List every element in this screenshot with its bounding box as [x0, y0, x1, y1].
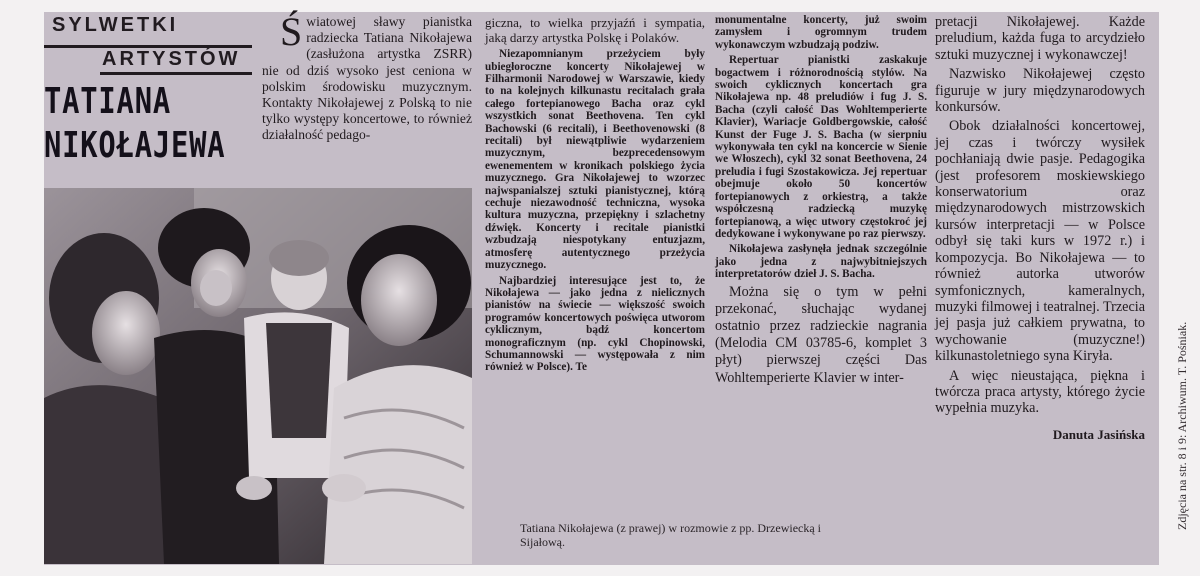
- paragraph: Obok działalności koncertowej, jej czas i twórczy wysiłek pochłaniają dwie pasje. Pedagogika (jest profesorem moskiewskiego konserwatorium oraz międzynarodowych mistrzowskich kursów interpretacji — w Polsce odbył się taki kurs w 1972 r.) i kompozycja. Bo Nikołajewa — to również autorka utworów symfonicznych, kameralnych, muzyki filmowej i teatralnej. Trzecia jej pasja już całkiem prywatna, to wychowanie (muzyczne!) kilkunastoletniego syna Kiryła.: [935, 118, 1145, 365]
- article-title-line1: TATIANA: [44, 81, 171, 122]
- section-label-line1: SYLWETKI: [52, 14, 179, 36]
- article-column-2: [485, 16, 705, 377]
- paragraph: Nikołajewa zasłynęła jednak szczególnie jako jedna z najwybitniejszych interpretatorów dzieł J. S. Bacha.: [715, 243, 927, 281]
- article-column-3: [715, 14, 927, 390]
- column-1-text: wiatowej sławy pianistka radziecka Tatiana Nikołajewa (zasłużona artystka ZSRR) nie od dziś wysoko jest ceniona w polskim środowisku muzycznym. Kontakty Nikołajewej z Polską to nie tylko występy koncertowe, to również działalność pedago-: [262, 14, 472, 143]
- photo-illustration: [44, 188, 472, 564]
- paragraph: Można się o tym w pełni przekonać, słuchając wydanej ostatnio przez radzieckie nagrania (Melodia CM 03785-6, komplet 3 płyt) pierwszej części Das Wohltemperierte Klavier w inter-: [715, 283, 927, 386]
- drop-cap: Ś: [280, 9, 303, 54]
- photo-caption: Tatiana Nikołajewa (z prawej) w rozmowie z pp. Drzewiecką i Sijałową.: [520, 521, 822, 549]
- article-photo: [44, 188, 472, 564]
- paragraph: A więc nieustająca, piękna i twórcza praca artysty, którego życie wypełnia muzyka.: [935, 367, 1145, 417]
- paragraph: Nazwisko Nikołajewej często figuruje w jury międzynarodowych konkursów.: [935, 66, 1145, 116]
- paragraph: pretacji Nikołajewej. Każde preludium, każda fuga to arcydzieło sztuki muzycznej i wykonawczej!: [935, 14, 1145, 63]
- article-title-line2: NIKOŁAJEWA: [44, 125, 226, 166]
- paragraph: Najbardziej interesujące jest to, że Nikołajewa — jako jedna z nielicznych pianistów na świecie — większość swoich programów koncertowych poświęca utworom cyklicznym, bądź koncertom monograficznym (np. cykl Chopinowski, Schumannowski — występowała z nim również w Polsce). Te: [485, 274, 705, 374]
- paragraph: giczna, to wielka przyjaźń i sympatia, jaką darzy artystka Polskę i Polaków.: [485, 15, 705, 45]
- author-signature: Danuta Jasińska: [1052, 426, 1145, 442]
- photo-credit: Zdjęcia na str. 8 i 9: Archiwum. T. Pośniak.: [1175, 321, 1189, 530]
- section-label-line2: ARTYSTÓW: [102, 48, 241, 70]
- paragraph: Niezapomnianym przeżyciem były ubiegłoroczne koncerty Nikołajewej w Filharmonii Narodowej w Warszawie, kiedy to na kolejnych kilkunastu recitalach grała całego fortepianowego Bacha oraz cykl wszystkich sonat Beethovena. Ten cykl Bachowski (6 recitali), i Beethovenowski (8 recitali) był niewątpliwie wydarzeniem muzycznym, bezprecedensowym ewenementem w kronikach polskiego życia muzycznego. Gra Nikołajewej to wzorzec najwspanialszej sztuki pianistycznej, którą cechuje niezawodność techniczna, wysoka kultura muzyczna, przepiękny i szlachetny dźwięk. Koncerty i recitale pianistki wzbudzają niespotykany entuzjazm, atmosferę autentycznego przeżycia muzycznego.: [485, 48, 705, 272]
- article-column-4: [935, 14, 1145, 443]
- paragraph: Repertuar pianistki zaskakuje bogactwem i różnorodnością stylów. Na swoich cyklicznych koncertach gra Nikołajewa np. 48 preludiów i fug J. S. Bacha (czyli całość Das Wohltemperierte Klavier), Wariacje Goldbergowskie, całość Kunst der Fuge J. S. Bacha (w sierpniu wykonywała ten cykl na koncercie w Sienie we Włoszech), cykl 32 sonat Beethovena, 24 preludia i fugi Szostakowicza. Jej repertuar obejmuje około 50 koncertów fortepianowych z orkiestrą, a także współczesną radziecką muzykę fortepianową, a więc utwory częstokroć jej dedykowane i wykonywane po raz pierwszy.: [715, 54, 927, 240]
- section-rule-2: [100, 72, 252, 75]
- paragraph: monumentalne koncerty, już swoim zamysłem i ogromnym trudem wykonawczym wzbudzają podziw.: [715, 14, 927, 51]
- article-column-1: [262, 9, 472, 144]
